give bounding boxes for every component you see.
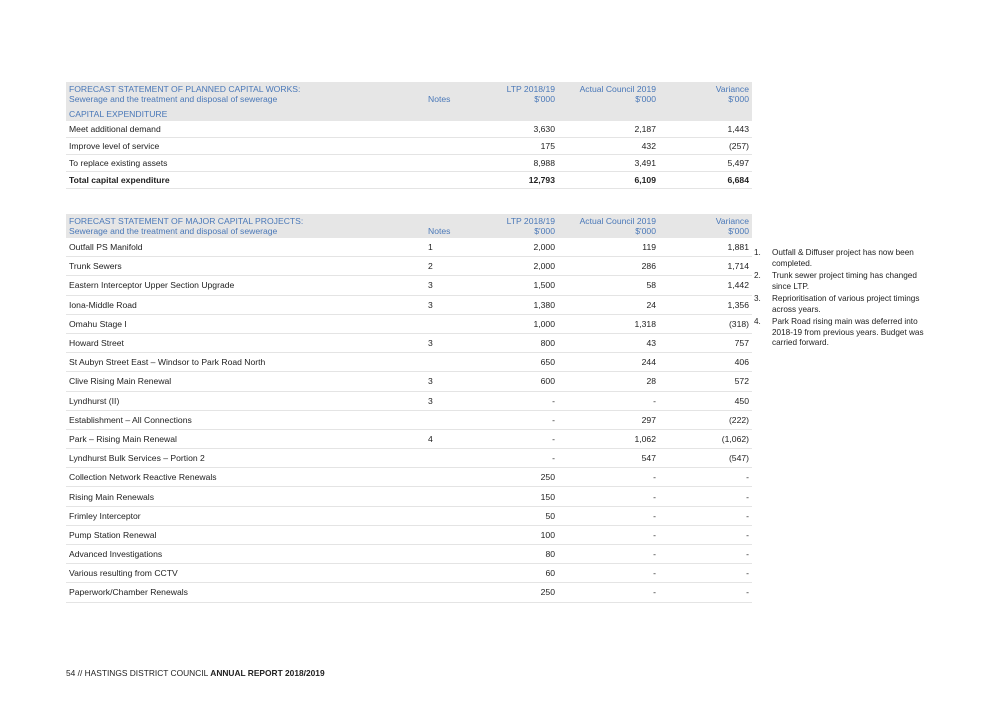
row-actual: 244 [558,353,659,372]
table-row [66,295,752,314]
row-ltp: 8,988 [477,155,558,172]
footer-report-title: ANNUAL REPORT 2018/2019 [210,668,325,678]
table-row [66,506,752,525]
table-row [66,238,752,257]
row-variance: - [659,525,752,544]
row-variance: (1,062) [659,429,752,448]
footer-prefix: 54 // HASTINGS DISTRICT COUNCIL [66,668,208,678]
row-actual: - [558,391,659,410]
table-row [66,564,752,583]
row-ltp: 800 [477,333,558,352]
row-ltp: 1,500 [477,276,558,295]
row-variance: 1,881 [659,238,752,257]
notes-header: Notes [418,214,477,238]
row-name: Establishment – All Connections [66,410,418,429]
row-variance: (547) [659,449,752,468]
row-variance: - [659,583,752,602]
row-name: Rising Main Renewals [66,487,418,506]
row-name: Frimley Interceptor [66,506,418,525]
total-label: Total capital expenditure [66,172,418,189]
row-notes [418,583,477,602]
row-name: Improve level of service [66,138,418,155]
row-actual: 28 [558,372,659,391]
notes-header: Notes [418,82,477,106]
row-name: Clive Rising Main Renewal [66,372,418,391]
row-actual: 119 [558,238,659,257]
footnote-number: 4. [754,317,761,326]
row-actual: 297 [558,410,659,429]
row-variance: 1,443 [659,121,752,138]
row-actual: 432 [558,138,659,155]
row-name: Omahu Stage I [66,314,418,333]
total-variance: 6,684 [659,172,752,189]
row-notes [418,314,477,333]
row-variance: 450 [659,391,752,410]
table-row [66,121,752,138]
table-row [66,138,752,155]
row-actual: 58 [558,276,659,295]
row-actual: - [558,525,659,544]
row-name: Lyndhurst Bulk Services – Portion 2 [66,449,418,468]
row-ltp: 80 [477,545,558,564]
row-actual: - [558,545,659,564]
row-variance: - [659,468,752,487]
table-row [66,545,752,564]
row-actual: - [558,564,659,583]
row-actual: 3,491 [558,155,659,172]
row-ltp: - [477,449,558,468]
row-variance: 1,442 [659,276,752,295]
actual-header: Actual Council 2019 $'000 [558,82,659,106]
row-variance: 572 [659,372,752,391]
row-ltp: - [477,410,558,429]
total-actual: 6,109 [558,172,659,189]
row-variance: (318) [659,314,752,333]
footnote-item [754,294,932,315]
row-ltp: 100 [477,525,558,544]
footnote-item [754,317,932,349]
table-row [66,314,752,333]
row-name: Iona-Middle Road [66,295,418,314]
row-ltp: 2,000 [477,238,558,257]
row-ltp: 2,000 [477,257,558,276]
table-row [66,429,752,448]
row-name: Trunk Sewers [66,257,418,276]
row-notes [418,468,477,487]
table-row [66,155,752,172]
variance-header: Variance $'000 [659,214,752,238]
row-actual: 1,318 [558,314,659,333]
variance-header: Variance $'000 [659,82,752,106]
row-notes: 4 [418,429,477,448]
footnote-item [754,271,932,292]
table-row [66,391,752,410]
row-actual: 1,062 [558,429,659,448]
row-variance: - [659,545,752,564]
row-notes [418,155,477,172]
row-notes: 3 [418,295,477,314]
row-actual: - [558,468,659,487]
row-name: Meet additional demand [66,121,418,138]
table-row [66,257,752,276]
planned-capital-works-table [66,82,752,189]
footnote-number: 2. [754,271,761,280]
table-header [66,214,752,238]
row-ltp: 1,000 [477,314,558,333]
row-notes: 3 [418,372,477,391]
row-notes [418,449,477,468]
row-variance: 757 [659,333,752,352]
row-ltp: 650 [477,353,558,372]
footnote-text: Trunk sewer project timing has changed since LTP. [772,271,917,291]
row-name: Various resulting from CCTV [66,564,418,583]
row-actual: - [558,506,659,525]
row-notes [418,138,477,155]
footnote-text: Reprioritisation of various project timings across years. [772,294,920,314]
row-notes [418,525,477,544]
row-ltp: 60 [477,564,558,583]
row-actual: 2,187 [558,121,659,138]
row-notes: 3 [418,333,477,352]
row-notes [418,564,477,583]
row-ltp: 150 [477,487,558,506]
row-name: St Aubyn Street East – Windsor to Park Road North [66,353,418,372]
row-variance: 1,714 [659,257,752,276]
row-ltp: 250 [477,468,558,487]
footnote-number: 1. [754,248,761,257]
section-subheader: CAPITAL EXPENDITURE [66,106,752,121]
table-title: FORECAST STATEMENT OF MAJOR CAPITAL PROJECTS: Sewerage and the treatment and disposal of sewerage [66,214,418,238]
table-row [66,487,752,506]
row-actual: 43 [558,333,659,352]
row-name: Collection Network Reactive Renewals [66,468,418,487]
table-row [66,276,752,295]
footnotes-list [754,248,932,351]
major-capital-projects-table [66,214,752,603]
actual-header: Actual Council 2019 $'000 [558,214,659,238]
row-variance: - [659,487,752,506]
row-actual: - [558,583,659,602]
row-notes: 2 [418,257,477,276]
row-variance: 1,356 [659,295,752,314]
table-row [66,333,752,352]
row-ltp: 250 [477,583,558,602]
row-notes [418,545,477,564]
row-notes: 3 [418,276,477,295]
total-ltp: 12,793 [477,172,558,189]
table-row [66,372,752,391]
table-row [66,410,752,429]
row-variance: - [659,564,752,583]
row-actual: - [558,487,659,506]
row-name: Pump Station Renewal [66,525,418,544]
row-notes [418,353,477,372]
row-notes [418,506,477,525]
row-variance: (222) [659,410,752,429]
row-name: Howard Street [66,333,418,352]
row-notes [418,121,477,138]
table-header [66,82,752,106]
row-ltp: - [477,429,558,448]
row-name: Eastern Interceptor Upper Section Upgrade [66,276,418,295]
footnote-item [754,248,932,269]
row-name: Advanced Investigations [66,545,418,564]
row-name: To replace existing assets [66,155,418,172]
row-actual: 24 [558,295,659,314]
row-variance: (257) [659,138,752,155]
row-ltp: 3,630 [477,121,558,138]
row-notes [418,487,477,506]
footnote-number: 3. [754,294,761,303]
table-row [66,583,752,602]
table-row [66,468,752,487]
ltp-header: LTP 2018/19 $'000 [477,214,558,238]
total-row [66,172,752,189]
row-ltp: 1,380 [477,295,558,314]
row-ltp: 50 [477,506,558,525]
table-row [66,449,752,468]
row-variance: 5,497 [659,155,752,172]
row-ltp: - [477,391,558,410]
footnote-text: Outfall & Diffuser project has now been completed. [772,248,914,268]
row-notes [418,410,477,429]
table-title: FORECAST STATEMENT OF PLANNED CAPITAL WORKS: Sewerage and the treatment and disposal of sewerage [66,82,418,106]
row-actual: 286 [558,257,659,276]
footnote-text: Park Road rising main was deferred into 2018-19 from previous years. Budget was carried forward. [772,317,924,347]
row-name: Park – Rising Main Renewal [66,429,418,448]
row-name: Paperwork/Chamber Renewals [66,583,418,602]
table-row [66,525,752,544]
row-ltp: 600 [477,372,558,391]
row-variance: - [659,506,752,525]
row-name: Lyndhurst (II) [66,391,418,410]
row-name: Outfall PS Manifold [66,238,418,257]
table-row [66,353,752,372]
row-notes: 3 [418,391,477,410]
page-footer [66,668,325,678]
row-variance: 406 [659,353,752,372]
row-actual: 547 [558,449,659,468]
ltp-header: LTP 2018/19 $'000 [477,82,558,106]
row-ltp: 175 [477,138,558,155]
row-notes: 1 [418,238,477,257]
